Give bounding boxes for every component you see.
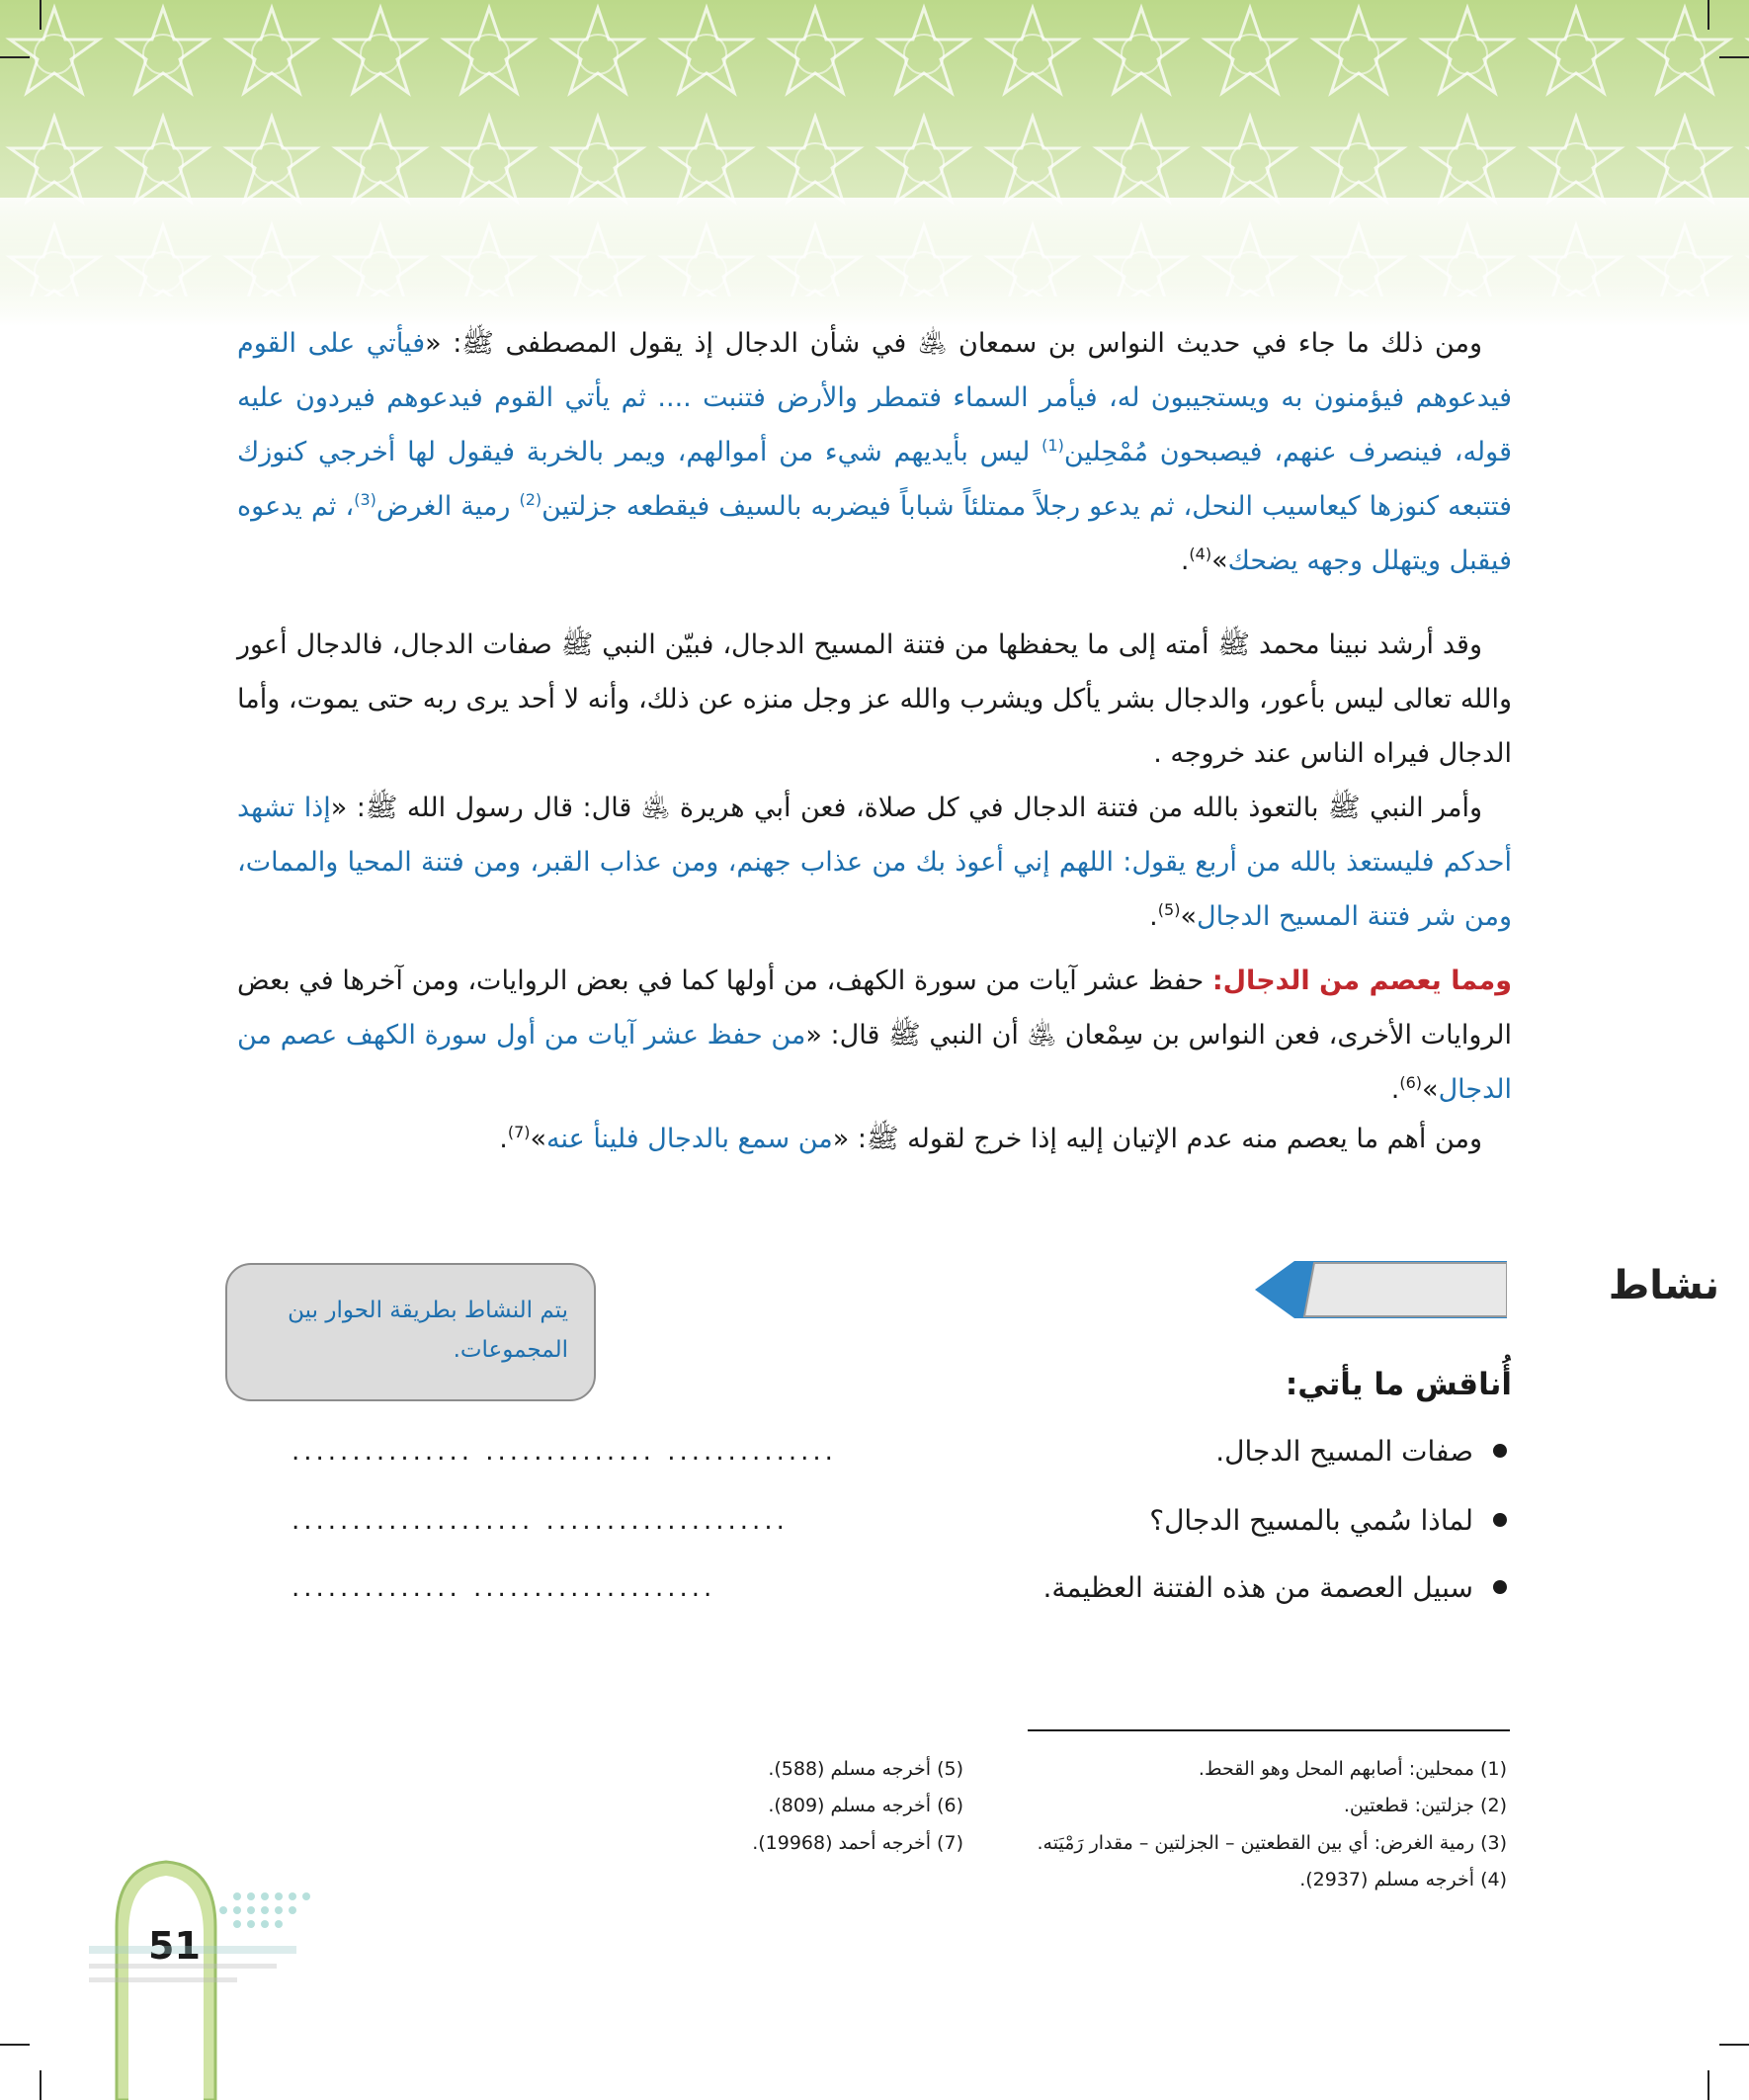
activity-tab-label: نشاط xyxy=(1608,1263,1719,1308)
quote-text: فيأتي على xyxy=(307,328,426,359)
bullet-icon xyxy=(1493,1444,1507,1458)
crop-mark xyxy=(1707,2070,1709,2100)
period: . xyxy=(1390,1074,1400,1105)
discussion-item xyxy=(292,1430,1507,1479)
footnote: (2) جزلتين: قطعتين. xyxy=(1343,1795,1507,1816)
quote-text: فيردون عليه قوله، فينصرف عنهم، فيصبحون مُمْحِلين xyxy=(237,382,1513,467)
footnote-ref: (6) xyxy=(1399,1073,1423,1092)
quote-close: » xyxy=(530,1124,547,1154)
period: . xyxy=(1149,901,1158,932)
highlight-heading: ومما يعصم من الدجال: xyxy=(1211,966,1513,996)
activity-note-text: يتم النشاط بطريقة الحوار بين المجموعات. xyxy=(288,1298,568,1363)
crop-mark xyxy=(40,0,42,30)
paragraph-2 xyxy=(237,618,1512,781)
footnote: (3) رمية الغرض: أي بين القطعتين – الجزلتين – مقدار رَمْيَته. xyxy=(1037,1832,1507,1854)
discussion-item-text: لماذا سُمي بالمسيح الدجال؟ xyxy=(1149,1504,1473,1537)
discussion-item xyxy=(292,1566,1507,1616)
footnote-ref: (5) xyxy=(1157,900,1181,919)
answer-line[interactable]: .................... .................... xyxy=(292,1506,789,1536)
quote-close: » xyxy=(1180,901,1197,932)
discussion-item-text: سبيل العصمة من هذه الفتنة العظيمة. xyxy=(1042,1571,1473,1604)
discussion-item xyxy=(292,1499,1507,1549)
activity-note-box xyxy=(225,1263,596,1401)
footnote-ref: (1) xyxy=(1041,436,1064,455)
quote-text: ليس بأيديهم شيء من أموالهم، ويمر بالخربة فيقول لها xyxy=(407,437,1042,467)
crop-mark xyxy=(1719,2044,1749,2046)
crop-mark xyxy=(0,2044,30,2046)
discussion-item-text: صفات المسيح الدجال. xyxy=(1215,1435,1473,1468)
answer-line[interactable]: .............. .............. ............... xyxy=(292,1437,837,1467)
bullet-icon xyxy=(1493,1513,1507,1527)
quote-text: من سمع بالدجال فلينأ عنه xyxy=(546,1124,833,1154)
crop-mark xyxy=(40,2070,42,2100)
quote-text: ، ثم يدعوه فيقبل ويتهلل وجهه يضحك xyxy=(237,491,1512,576)
page-number: 51 xyxy=(148,1924,201,1968)
crop-mark xyxy=(1719,56,1749,58)
answer-line[interactable]: .................... .............. xyxy=(292,1573,716,1603)
footnote: (7) أخرجه أحمد (19968). xyxy=(752,1832,963,1854)
hadith-paragraph-1 xyxy=(237,316,1512,588)
bullet-icon xyxy=(1493,1580,1507,1594)
footnote-divider xyxy=(1028,1729,1510,1731)
quote-close: » xyxy=(1422,1074,1439,1105)
footnote: (6) أخرجه مسلم (809). xyxy=(768,1795,963,1816)
text-run: ومن أهم ما يعصم منه عدم الإتيان إليه إذا خرج لقوله ﷺ: « xyxy=(832,1124,1482,1154)
quote-text: أخرجي كنوزك فتتبعه كنوزها كيعاسيب النحل، ثم يدعو رجلاً ممتلئاً شباباً فيضربه بالسيف فيقطعه جزلتين xyxy=(237,437,1513,522)
quote-close: » xyxy=(1211,546,1228,576)
footnote: (1) ممحلين: أصابهم المحل وهو القحط. xyxy=(1198,1758,1507,1780)
header-pattern xyxy=(0,0,1749,326)
crop-mark xyxy=(0,56,30,58)
footnote: (4) أخرجه مسلم (2937). xyxy=(1299,1869,1507,1890)
quote-text: القوم فيدعوهم فيؤمنون به ويستجيبون له، فيأمر السماء فتمطر والأرض فتنبت .... ثم يأتي القوم فيدعوهم xyxy=(237,328,1512,413)
footnote-ref: (3) xyxy=(354,490,376,509)
paragraph-3 xyxy=(237,781,1512,944)
quote-text: رمية الغرض xyxy=(375,491,511,522)
paragraph-4 xyxy=(237,954,1512,1117)
text-run: وأمر النبي ﷺ بالتعوذ بالله من فتنة الدجال في كل صلاة، فعن أبي هريرة ﵁ قال: قال رسول الله ﷺ: « xyxy=(330,793,1483,823)
text-run: ومن ذلك ما جاء في حديث النواس بن سمعان ﵁ في شأن الدجال إذ يقول المصطفى ﷺ: « xyxy=(425,328,1483,359)
footnote-ref: (7) xyxy=(507,1123,531,1141)
ministry-logo xyxy=(89,1883,326,1991)
footnote-ref: (2) xyxy=(519,490,542,509)
footnote: (5) أخرجه مسلم (588). xyxy=(768,1758,963,1780)
text-run: حفظ عشر آيات من سورة الكهف، من أولها كما في بعض الروايات، ومن آخرها في بعض الروايات الأخرى، فعن النواس بن سِمْعان ﵁ أن النبي ﷺ قال: « xyxy=(237,966,1512,1050)
quote-text: إذا تشهد أحدكم فليستعذ بالله من أربع يقول: اللهم إني أعوذ بك من عذاب جهنم، ومن عذاب القبر، ومن فتنة المحيا والممات، ومن شر فتنة المسيح الدجال xyxy=(237,793,1512,932)
period: . xyxy=(1180,546,1190,576)
paragraph-2-text: وقد أرشد نبينا محمد ﷺ أمته إلى ما يحفظها من فتنة المسيح الدجال، فبيّن النبي ﷺ صفات الدجال، فالدجال أعور والله تعالى ليس بأعور، والدجال بشر يأكل ويشرب والله عز وجل منزه عن ذلك، وأنه لا أحد يرى ربه حتى يموت، وأما الدجال فيراه الناس عند خروجه . xyxy=(237,630,1512,769)
quote-text: من حفظ عشر آيات من أول سورة الكهف عصم من الدجال xyxy=(237,1020,1512,1105)
period: . xyxy=(499,1124,508,1154)
crop-mark xyxy=(1707,0,1709,30)
footnote-ref: (4) xyxy=(1189,545,1212,563)
discussion-title: أُناقش ما يأتي: xyxy=(1285,1367,1512,1402)
paragraph-5 xyxy=(237,1112,1512,1166)
activity-tab-shape xyxy=(1255,1257,1507,1322)
